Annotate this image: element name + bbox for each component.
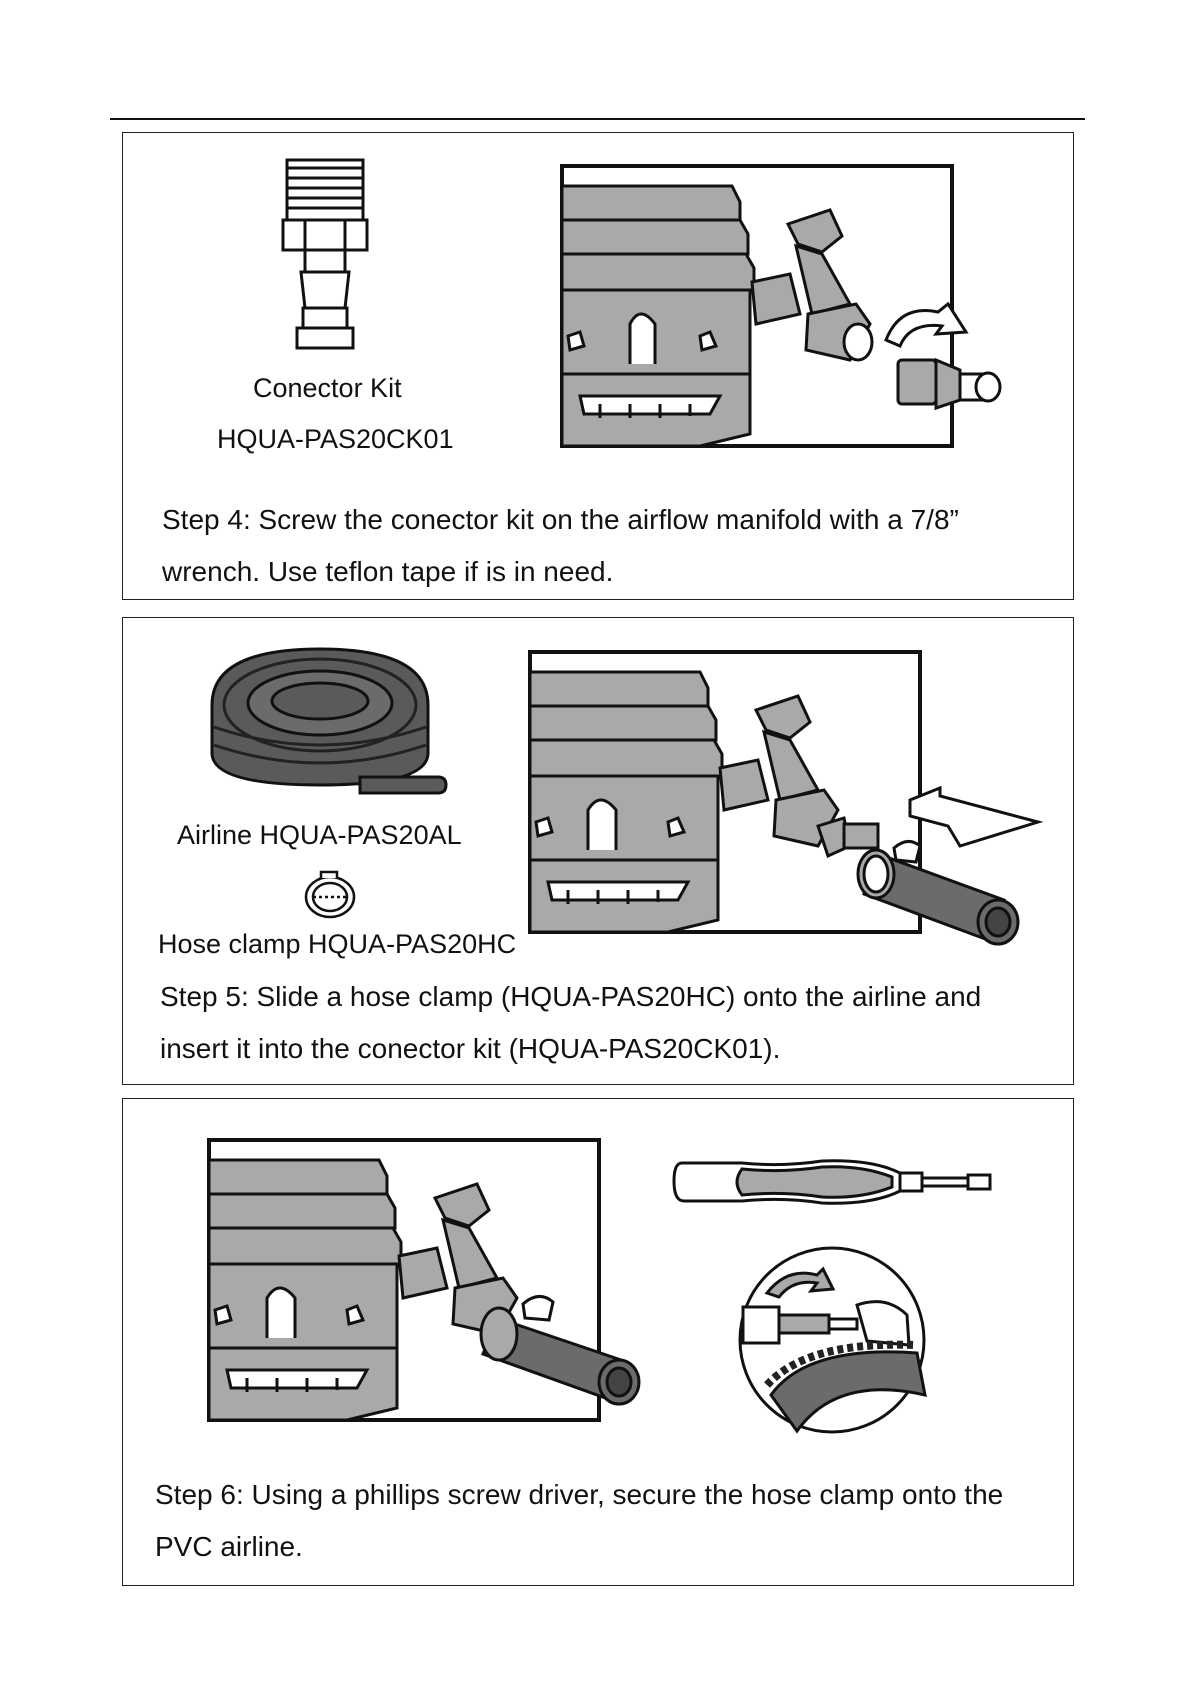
step4-line2: wrench. Use teflon tape if is in need. — [162, 556, 614, 587]
step5-instruction — [160, 971, 981, 1075]
airline-label: Airline HQUA-PAS20AL — [177, 820, 462, 850]
airline-coil-illustration — [210, 645, 450, 795]
manifold-illustration-step4 — [560, 164, 1020, 454]
top-rule — [110, 118, 1085, 120]
manifold-illustration-step6 — [207, 1138, 647, 1428]
connector-kit-code: HQUA-PAS20CK01 — [217, 424, 454, 454]
connector-kit-illustration — [275, 158, 375, 353]
manifold-illustration-step5 — [528, 650, 1048, 940]
step4-instruction — [162, 494, 959, 598]
clamp-detail-circle — [737, 1245, 927, 1435]
hose-clamp-icon — [303, 870, 357, 920]
step6-instruction — [155, 1469, 1003, 1573]
hose-clamp-label: Hose clamp HQUA-PAS20HC — [158, 929, 517, 959]
step6-line2: PVC airline. — [155, 1531, 303, 1562]
step5-line1: Step 5: Slide a hose clamp (HQUA-PAS20HC) onto the airline and — [160, 981, 982, 1012]
step6-line1: Step 6: Using a phillips screw driver, secure the hose clamp onto the — [155, 1479, 1004, 1510]
step4-line1: Step 4: Screw the conector kit on the airflow manifold with a 7/8” — [162, 504, 959, 535]
step5-line2: insert it into the conector kit (HQUA-PAS20CK01). — [160, 1033, 781, 1064]
screwdriver-illustration — [672, 1157, 992, 1207]
connector-kit-label: Conector Kit — [253, 373, 402, 403]
